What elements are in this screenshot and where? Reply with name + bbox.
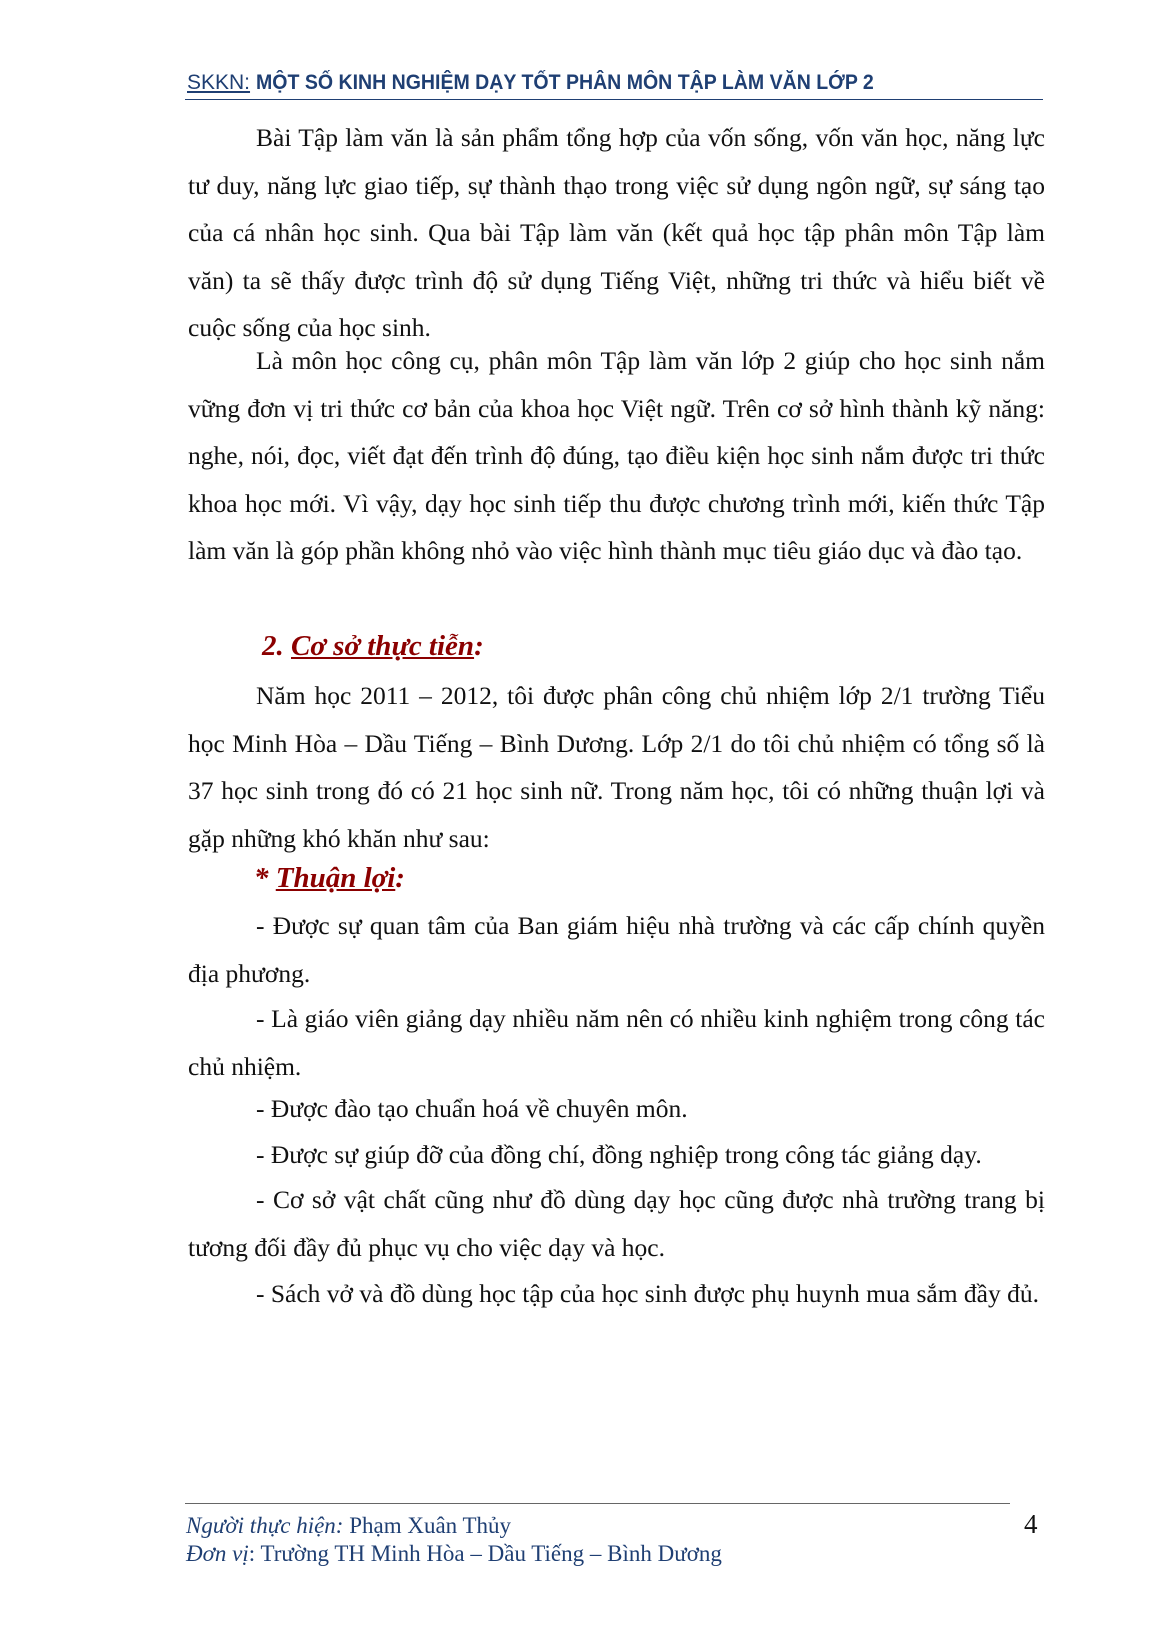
advantages-star: * xyxy=(254,862,276,894)
section-heading-2 xyxy=(262,628,484,664)
page-header xyxy=(187,70,1043,96)
footer-unit-name: : Trường TH Minh Hòa – Dầu Tiếng – Bình Dương xyxy=(248,1541,722,1566)
advantages-title: Thuận lợi xyxy=(275,862,396,894)
advantage-item: - Là giáo viên giảng dạy nhiều năm nên có nhiều kinh nghiệm trong công tác chủ nhiệm. xyxy=(188,1004,1045,1081)
advantage-item: - Sách vở và đồ dùng học tập của học sinh được phụ huynh mua sắm đầy đủ. xyxy=(256,1279,1039,1308)
header-title: MỘT SỐ KINH NGHIỆM DẠY TỐT PHÂN MÔN TẬP LÀM VĂN LỚP 2 xyxy=(255,71,874,94)
advantage-item: - Cơ sở vật chất cũng như đồ dùng dạy học cũng được nhà trường trang bị tương đối đầy đủ phục vụ cho việc dạy và học. xyxy=(188,1185,1045,1262)
footer-divider xyxy=(185,1503,1010,1504)
header-divider xyxy=(185,99,1043,100)
body-paragraph-2: Là môn học công cụ, phân môn Tập làm văn lớp 2 giúp cho học sinh nắm vững đơn vị tri thức cơ bản của khoa học Việt ngữ. Trên cơ sở hình thành kỹ năng: nghe, nói, đọc, viết đạt đến trình độ đúng, tạo điều kiện học sinh nắm được tri thức khoa học mới. Vì vậy, dạy học sinh tiếp thu được chương trình mới, kiến thức Tập làm văn là góp phần không nhỏ vào việc hình thành mục tiêu giáo dục và đào tạo. xyxy=(188,346,1045,565)
advantages-heading xyxy=(254,860,405,896)
section-number: 2. xyxy=(262,630,284,662)
footer-author xyxy=(186,1512,511,1540)
footer-author-label: Người thực hiện: xyxy=(186,1513,344,1538)
section-title: Cơ sở thực tiễn xyxy=(291,630,475,662)
section-2-paragraph: Năm học 2011 – 2012, tôi được phân công chủ nhiệm lớp 2/1 trường Tiểu học Minh Hòa – Dầu Tiếng – Bình Dương. Lớp 2/1 do tôi chủ nhiệm có tổng số là 37 học sinh trong đó có 21 học sinh nữ. Trong năm học, tôi có những thuận lợi và gặp những khó khăn như sau: xyxy=(188,681,1045,853)
advantage-item: - Được đào tạo chuẩn hoá về chuyên môn. xyxy=(256,1094,688,1123)
footer-unit xyxy=(186,1540,722,1568)
advantage-item: - Được sự giúp đỡ của đồng chí, đồng nghiệp trong công tác giảng dạy. xyxy=(256,1140,982,1169)
footer-author-name: Phạm Xuân Thủy xyxy=(343,1513,512,1538)
section-colon: : xyxy=(474,630,484,662)
page-number: 4 xyxy=(1024,1509,1038,1539)
body-paragraph-1: Bài Tập làm văn là sản phẩm tổng hợp của vốn sống, vốn văn học, năng lực tư duy, năng lực giao tiếp, sự thành thạo trong việc sử dụng ngôn ngữ, sự sáng tạo của cá nhân học sinh. Qua bài Tập làm văn (kết quả học tập phân môn Tập làm văn) ta sẽ thấy được trình độ sử dụng Tiếng Việt, những tri thức và hiểu biết về cuộc sống của học sinh. xyxy=(188,123,1045,342)
advantage-item: - Được sự quan tâm của Ban giám hiệu nhà trường và các cấp chính quyền địa phương. xyxy=(188,911,1045,988)
header-prefix: SKKN: xyxy=(187,71,251,94)
footer-unit-label: Đơn vị xyxy=(186,1541,249,1566)
advantages-colon: : xyxy=(395,862,405,894)
